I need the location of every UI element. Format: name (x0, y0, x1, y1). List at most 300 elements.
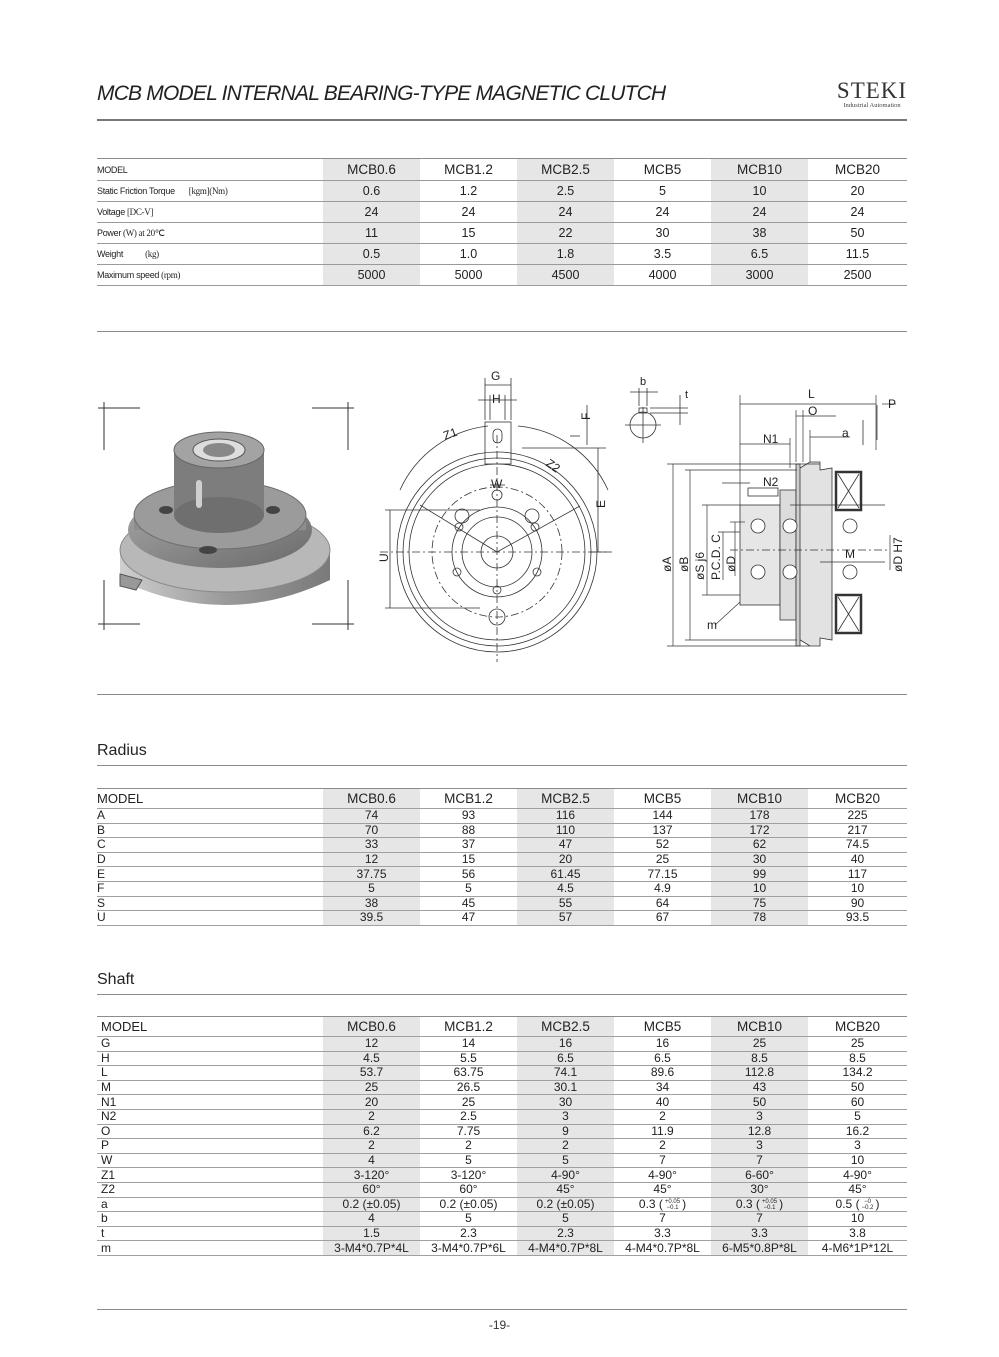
dim-label-B: øB (677, 556, 691, 572)
column-header-model: MODEL (97, 789, 323, 809)
shaft-value: 10 (808, 1153, 907, 1168)
shaft-value: 2.5 (420, 1109, 517, 1124)
dim-label-PCD: P.C.D. C (709, 534, 723, 580)
dim-label-a: a (842, 426, 849, 440)
radius-row (97, 823, 907, 838)
spec-value: 24 (517, 202, 614, 223)
shaft-row-label: N2 (97, 1109, 323, 1124)
radius-value: 38 (323, 896, 420, 911)
shaft-value: 4-90° (808, 1168, 907, 1183)
spec-value: 4500 (517, 265, 614, 286)
shaft-value: 4.5 (323, 1051, 420, 1066)
shaft-value: 7 (614, 1153, 711, 1168)
shaft-row (97, 1241, 907, 1256)
spec-value: 24 (420, 202, 517, 223)
shaft-value: 3.3 (614, 1226, 711, 1241)
shaft-header-row (97, 1017, 907, 1037)
paren: ) (779, 1196, 784, 1211)
shaft-value: 5 (808, 1109, 907, 1124)
shaft-value: 2 (614, 1139, 711, 1154)
column-header-mcb5: MCB5 (614, 159, 711, 181)
dim-label-N1: N1 (763, 432, 779, 446)
shaft-row (97, 1066, 907, 1081)
tolerance-base: 0.5 (835, 1196, 853, 1211)
spec-row (97, 244, 907, 265)
radius-value: 88 (420, 823, 517, 838)
radius-value: 37 (420, 838, 517, 853)
shaft-value: 3-M4*0.7P*6L (420, 1241, 517, 1256)
radius-value: 45 (420, 896, 517, 911)
spec-value: 0.5 (323, 244, 420, 265)
column-header-mcb1-2: MCB1.2 (420, 1017, 517, 1037)
paren: ) (682, 1196, 687, 1211)
tolerance-base: 0.3 (735, 1196, 753, 1211)
spec-row-label (97, 265, 323, 286)
shaft-value: 4 (323, 1212, 420, 1227)
dim-label-F: F (579, 412, 593, 420)
radius-value: 144 (614, 809, 711, 824)
spec-value: 20 (808, 181, 907, 202)
radius-value: 74 (323, 809, 420, 824)
spec-value: 24 (323, 202, 420, 223)
paren: ( (655, 1196, 663, 1211)
shaft-value: 5 (420, 1153, 517, 1168)
dim-label-D: øD (724, 556, 738, 572)
spec-value: 5000 (323, 265, 420, 286)
spec-label: Maximum speed (97, 270, 160, 280)
spec-value: 15 (420, 223, 517, 244)
dim-label-b: b (640, 376, 647, 388)
shaft-row-label: b (97, 1212, 323, 1227)
radius-value: 178 (711, 809, 808, 824)
brand-logo (836, 80, 908, 110)
shaft-value: 89.6 (614, 1066, 711, 1081)
spec-value: 30 (614, 223, 711, 244)
shaft-row (97, 1226, 907, 1241)
shaft-row (97, 1124, 907, 1139)
spec-unit: (W) at 20℃ (123, 227, 165, 238)
radius-value: 4.9 (614, 881, 711, 896)
shaft-value: 30° (711, 1182, 808, 1197)
shaft-value: 112.8 (711, 1066, 808, 1081)
shaft-value: 1.5 (323, 1226, 420, 1241)
main-header-row (97, 159, 907, 181)
spec-value: 10 (711, 181, 808, 202)
spec-value: 2500 (808, 265, 907, 286)
page-number: -19- (488, 1318, 511, 1332)
shaft-row (97, 1139, 907, 1154)
spec-value: 22 (517, 223, 614, 244)
shaft-value: 9 (517, 1124, 614, 1139)
shaft-value: 4-M4*0.7P*8L (517, 1241, 614, 1256)
radius-value: 10 (808, 881, 907, 896)
spec-value: 1.8 (517, 244, 614, 265)
paren: ( (852, 1196, 860, 1211)
shaft-section-title: Shaft (97, 971, 135, 988)
column-header-mcb2-5: MCB2.5 (517, 159, 614, 181)
spec-value: 24 (711, 202, 808, 223)
shaft-value: 2 (517, 1139, 614, 1154)
shaft-value: 6.2 (323, 1124, 420, 1139)
radius-row (97, 852, 907, 867)
spec-value: 3.5 (614, 244, 711, 265)
section-divider (97, 331, 907, 332)
spec-value: 24 (808, 202, 907, 223)
shaft-value: 30 (517, 1095, 614, 1110)
radius-row-label: B (97, 823, 323, 838)
shaft-row-label: m (97, 1241, 323, 1256)
section-divider (97, 694, 907, 695)
shaft-value: 4-M6*1P*12L (808, 1241, 907, 1256)
spec-row (97, 223, 907, 244)
shaft-value: 63.75 (420, 1066, 517, 1081)
main-spec-table (97, 158, 907, 286)
shaft-value: 6.5 (614, 1051, 711, 1066)
shaft-value: 5 (517, 1153, 614, 1168)
shaft-value (808, 1197, 907, 1212)
shaft-value: 45° (614, 1182, 711, 1197)
radius-table (97, 788, 907, 926)
shaft-value: 0.2 (±0.05) (323, 1197, 420, 1212)
shaft-value: 3.3 (711, 1226, 808, 1241)
radius-value: 93.5 (808, 911, 907, 926)
paren: ) (875, 1196, 880, 1211)
radius-value: 78 (711, 911, 808, 926)
clutch-product-photo (120, 432, 330, 605)
shaft-value: 11.9 (614, 1124, 711, 1139)
shaft-row-label: L (97, 1066, 323, 1081)
shaft-value: 3-120° (323, 1168, 420, 1183)
shaft-value (711, 1197, 808, 1212)
shaft-value: 5 (420, 1212, 517, 1227)
page-title: MCB MODEL INTERNAL BEARING-TYPE MAGNETIC CLUTCH (97, 82, 666, 105)
dim-label-m: m (707, 618, 717, 632)
shaft-value: 40 (614, 1095, 711, 1110)
spec-unit: [DC-V] (126, 207, 154, 217)
shaft-value: 4-90° (517, 1168, 614, 1183)
spec-value: 1.2 (420, 181, 517, 202)
spec-row-label (97, 223, 323, 244)
radius-value: 12 (323, 852, 420, 867)
shaft-row (97, 1037, 907, 1052)
shaft-value: 60 (808, 1095, 907, 1110)
spec-value: 5000 (420, 265, 517, 286)
radius-value: 75 (711, 896, 808, 911)
shaft-value: 2 (420, 1139, 517, 1154)
radius-value: 110 (517, 823, 614, 838)
spec-row (97, 265, 907, 286)
logo-subtitle: Industrial Automation (843, 102, 901, 109)
radius-row (97, 867, 907, 882)
shaft-value: 45° (517, 1182, 614, 1197)
dim-label-N2: N2 (763, 475, 779, 489)
radius-row-label: F (97, 881, 323, 896)
shaft-value: 50 (808, 1080, 907, 1095)
radius-value: 52 (614, 838, 711, 853)
radius-row (97, 911, 907, 926)
shaft-value: 74.1 (517, 1066, 614, 1081)
shaft-value: 16 (517, 1037, 614, 1052)
dim-label-G: G (491, 369, 501, 383)
radius-value: 61.45 (517, 867, 614, 882)
shaft-value: 5.5 (420, 1051, 517, 1066)
shaft-row-label: G (97, 1037, 323, 1052)
tolerance-fraction (665, 1199, 680, 1211)
shaft-value: 3-M4*0.7P*4L (323, 1241, 420, 1256)
shaft-value: 6-60° (711, 1168, 808, 1183)
radius-value: 15 (420, 852, 517, 867)
radius-value: 90 (808, 896, 907, 911)
shaft-value: 16.2 (808, 1124, 907, 1139)
column-header-mcb20: MCB20 (808, 789, 907, 809)
shaft-value: 25 (808, 1037, 907, 1052)
column-header-mcb0-6: MCB0.6 (323, 159, 420, 181)
radius-row-label: E (97, 867, 323, 882)
radius-row-label: D (97, 852, 323, 867)
spec-row-label (97, 244, 323, 265)
shaft-row-label: M (97, 1080, 323, 1095)
spec-row (97, 202, 907, 223)
spec-row-label (97, 181, 323, 202)
shaft-row-label: Z2 (97, 1182, 323, 1197)
shaft-value: 8.5 (808, 1051, 907, 1066)
shaft-value: 134.2 (808, 1066, 907, 1081)
shaft-value: 16 (614, 1037, 711, 1052)
spec-value: 5 (614, 181, 711, 202)
radius-value: 64 (614, 896, 711, 911)
shaft-row-label: P (97, 1139, 323, 1154)
radius-row (97, 809, 907, 824)
shaft-value: 2.3 (517, 1226, 614, 1241)
spec-value: 6.5 (711, 244, 808, 265)
shaft-value: 53.7 (323, 1066, 420, 1081)
shaft-value: 7 (614, 1212, 711, 1227)
spec-unit: [kgm](Nm) (188, 186, 228, 196)
radius-value: 62 (711, 838, 808, 853)
drawings (90, 340, 920, 670)
dim-label-t: t (685, 389, 689, 401)
shaft-row (97, 1197, 907, 1212)
radius-value: 55 (517, 896, 614, 911)
radius-row (97, 896, 907, 911)
shaft-value: 60° (420, 1182, 517, 1197)
radius-value: 10 (711, 881, 808, 896)
radius-value: 56 (420, 867, 517, 882)
spec-value: 2.5 (517, 181, 614, 202)
radius-value: 39.5 (323, 911, 420, 926)
spec-value: 11 (323, 223, 420, 244)
radius-value: 33 (323, 838, 420, 853)
spec-row-label (97, 202, 323, 223)
spec-value: 4000 (614, 265, 711, 286)
shaft-value: 2 (323, 1139, 420, 1154)
shaft-value: 25 (420, 1095, 517, 1110)
shaft-value: 2 (614, 1109, 711, 1124)
footer-divider (97, 1309, 907, 1310)
radius-row-label: S (97, 896, 323, 911)
shaft-value: 3 (711, 1109, 808, 1124)
column-header-mcb1-2: MCB1.2 (420, 789, 517, 809)
radius-row-label: C (97, 838, 323, 853)
spec-label: Static Friction Torque (97, 186, 175, 196)
spec-value: 1.0 (420, 244, 517, 265)
shaft-row (97, 1051, 907, 1066)
logo-text: STEKI (836, 78, 908, 103)
radius-value: 40 (808, 852, 907, 867)
dim-label-S: øS j6 (693, 551, 707, 580)
spec-unit: (kg) (145, 249, 159, 259)
shaft-value: 4 (323, 1153, 420, 1168)
shaft-value: 20 (323, 1095, 420, 1110)
shaft-row-label: a (97, 1197, 323, 1212)
column-header-mcb10: MCB10 (711, 159, 808, 181)
shaft-value: 3-120° (420, 1168, 517, 1183)
tolerance-lower: −0.2 (861, 1204, 874, 1211)
column-header-mcb0-6: MCB0.6 (323, 789, 420, 809)
radius-value: 47 (420, 911, 517, 926)
spec-value: 24 (614, 202, 711, 223)
shaft-title-underline (97, 994, 907, 995)
radius-value: 67 (614, 911, 711, 926)
radius-value: 137 (614, 823, 711, 838)
radius-section-title: Radius (97, 742, 147, 759)
shaft-value: 7 (711, 1212, 808, 1227)
keyway-detail-drawing (625, 388, 688, 443)
shaft-value: 2 (323, 1109, 420, 1124)
shaft-row-label: N1 (97, 1095, 323, 1110)
shaft-value: 43 (711, 1080, 808, 1095)
shaft-table (97, 1016, 907, 1256)
column-header-mcb20: MCB20 (808, 1017, 907, 1037)
radius-value: 57 (517, 911, 614, 926)
shaft-row (97, 1080, 907, 1095)
radius-value: 25 (614, 852, 711, 867)
dim-label-W: W (491, 477, 503, 491)
shaft-value: 10 (808, 1212, 907, 1227)
dim-label-U: U (377, 553, 391, 562)
spec-value: 0.6 (323, 181, 420, 202)
shaft-row (97, 1153, 907, 1168)
dim-label-Z1: Z1 (441, 424, 460, 443)
radius-value: 225 (808, 809, 907, 824)
dim-label-O: O (808, 404, 818, 418)
radius-value: 70 (323, 823, 420, 838)
tolerance-upper: +0.05 (664, 1198, 681, 1205)
shaft-value: 3 (808, 1139, 907, 1154)
column-header-mcb5: MCB5 (614, 1017, 711, 1037)
dim-label-Z2: Z2 (543, 455, 563, 476)
shaft-value: 25 (323, 1080, 420, 1095)
dim-label-P: P (888, 397, 897, 411)
column-header-mcb10: MCB10 (711, 1017, 808, 1037)
tolerance-fraction (762, 1199, 777, 1211)
shaft-value: 3.8 (808, 1226, 907, 1241)
shaft-value: 8.5 (711, 1051, 808, 1066)
shaft-value: 3 (711, 1139, 808, 1154)
shaft-value: 34 (614, 1080, 711, 1095)
shaft-value: 12.8 (711, 1124, 808, 1139)
spec-unit: (rpm) (161, 270, 181, 280)
column-header-mcb2-5: MCB2.5 (517, 789, 614, 809)
column-header-mcb0-6: MCB0.6 (323, 1017, 420, 1037)
column-header-model: MODEL (97, 159, 323, 181)
radius-value: 116 (517, 809, 614, 824)
radius-value: 37.75 (323, 867, 420, 882)
radius-title-underline (97, 765, 907, 766)
radius-value: 93 (420, 809, 517, 824)
shaft-row-label: H (97, 1051, 323, 1066)
shaft-row-label: t (97, 1226, 323, 1241)
shaft-value: 60° (323, 1182, 420, 1197)
shaft-row-label: Z1 (97, 1168, 323, 1183)
shaft-value: 12 (323, 1037, 420, 1052)
header-divider (97, 119, 907, 121)
shaft-value: 45° (808, 1182, 907, 1197)
shaft-value: 5 (517, 1212, 614, 1227)
shaft-value: 4-M4*0.7P*8L (614, 1241, 711, 1256)
shaft-value: 3 (517, 1109, 614, 1124)
column-header-mcb10: MCB10 (711, 789, 808, 809)
shaft-value: 30.1 (517, 1080, 614, 1095)
spec-row (97, 181, 907, 202)
shaft-value: 7 (711, 1153, 808, 1168)
radius-value: 4.5 (517, 881, 614, 896)
shaft-row-label: O (97, 1124, 323, 1139)
radius-value: 217 (808, 823, 907, 838)
shaft-row-label: W (97, 1153, 323, 1168)
spec-label: Weight (97, 249, 124, 259)
radius-value: 5 (323, 881, 420, 896)
dim-label-H: H (492, 392, 501, 406)
radius-row-label: U (97, 911, 323, 926)
shaft-value: 4-90° (614, 1168, 711, 1183)
spec-value: 50 (808, 223, 907, 244)
radius-value: 20 (517, 852, 614, 867)
radius-row (97, 881, 907, 896)
tolerance-lower: −0.1 (666, 1204, 679, 1211)
shaft-value: 50 (711, 1095, 808, 1110)
spec-value: 11.5 (808, 244, 907, 265)
spec-label: Power (97, 227, 122, 238)
dim-label-L: L (808, 387, 815, 401)
radius-value: 5 (420, 881, 517, 896)
radius-value: 99 (711, 867, 808, 882)
radius-row-label: A (97, 809, 323, 824)
spec-label: Voltage (97, 207, 125, 217)
radius-row (97, 838, 907, 853)
shaft-value: 14 (420, 1037, 517, 1052)
shaft-value: 26.5 (420, 1080, 517, 1095)
shaft-value: 0.2 (±0.05) (420, 1197, 517, 1212)
radius-value: 74.5 (808, 838, 907, 853)
radius-value: 117 (808, 867, 907, 882)
radius-header-row (97, 789, 907, 809)
shaft-value: 2.3 (420, 1226, 517, 1241)
dim-label-E: E (594, 499, 608, 508)
tolerance-upper: +0.05 (761, 1198, 778, 1205)
shaft-value: 25 (711, 1037, 808, 1052)
tolerance-base: 0.3 (638, 1196, 656, 1211)
spec-value: 3000 (711, 265, 808, 286)
shaft-row (97, 1168, 907, 1183)
radius-value: 77.15 (614, 867, 711, 882)
shaft-value: 6.5 (517, 1051, 614, 1066)
radius-value: 47 (517, 838, 614, 853)
shaft-row (97, 1182, 907, 1197)
shaft-row (97, 1212, 907, 1227)
front-view-labels (377, 369, 608, 562)
column-header-mcb5: MCB5 (614, 789, 711, 809)
